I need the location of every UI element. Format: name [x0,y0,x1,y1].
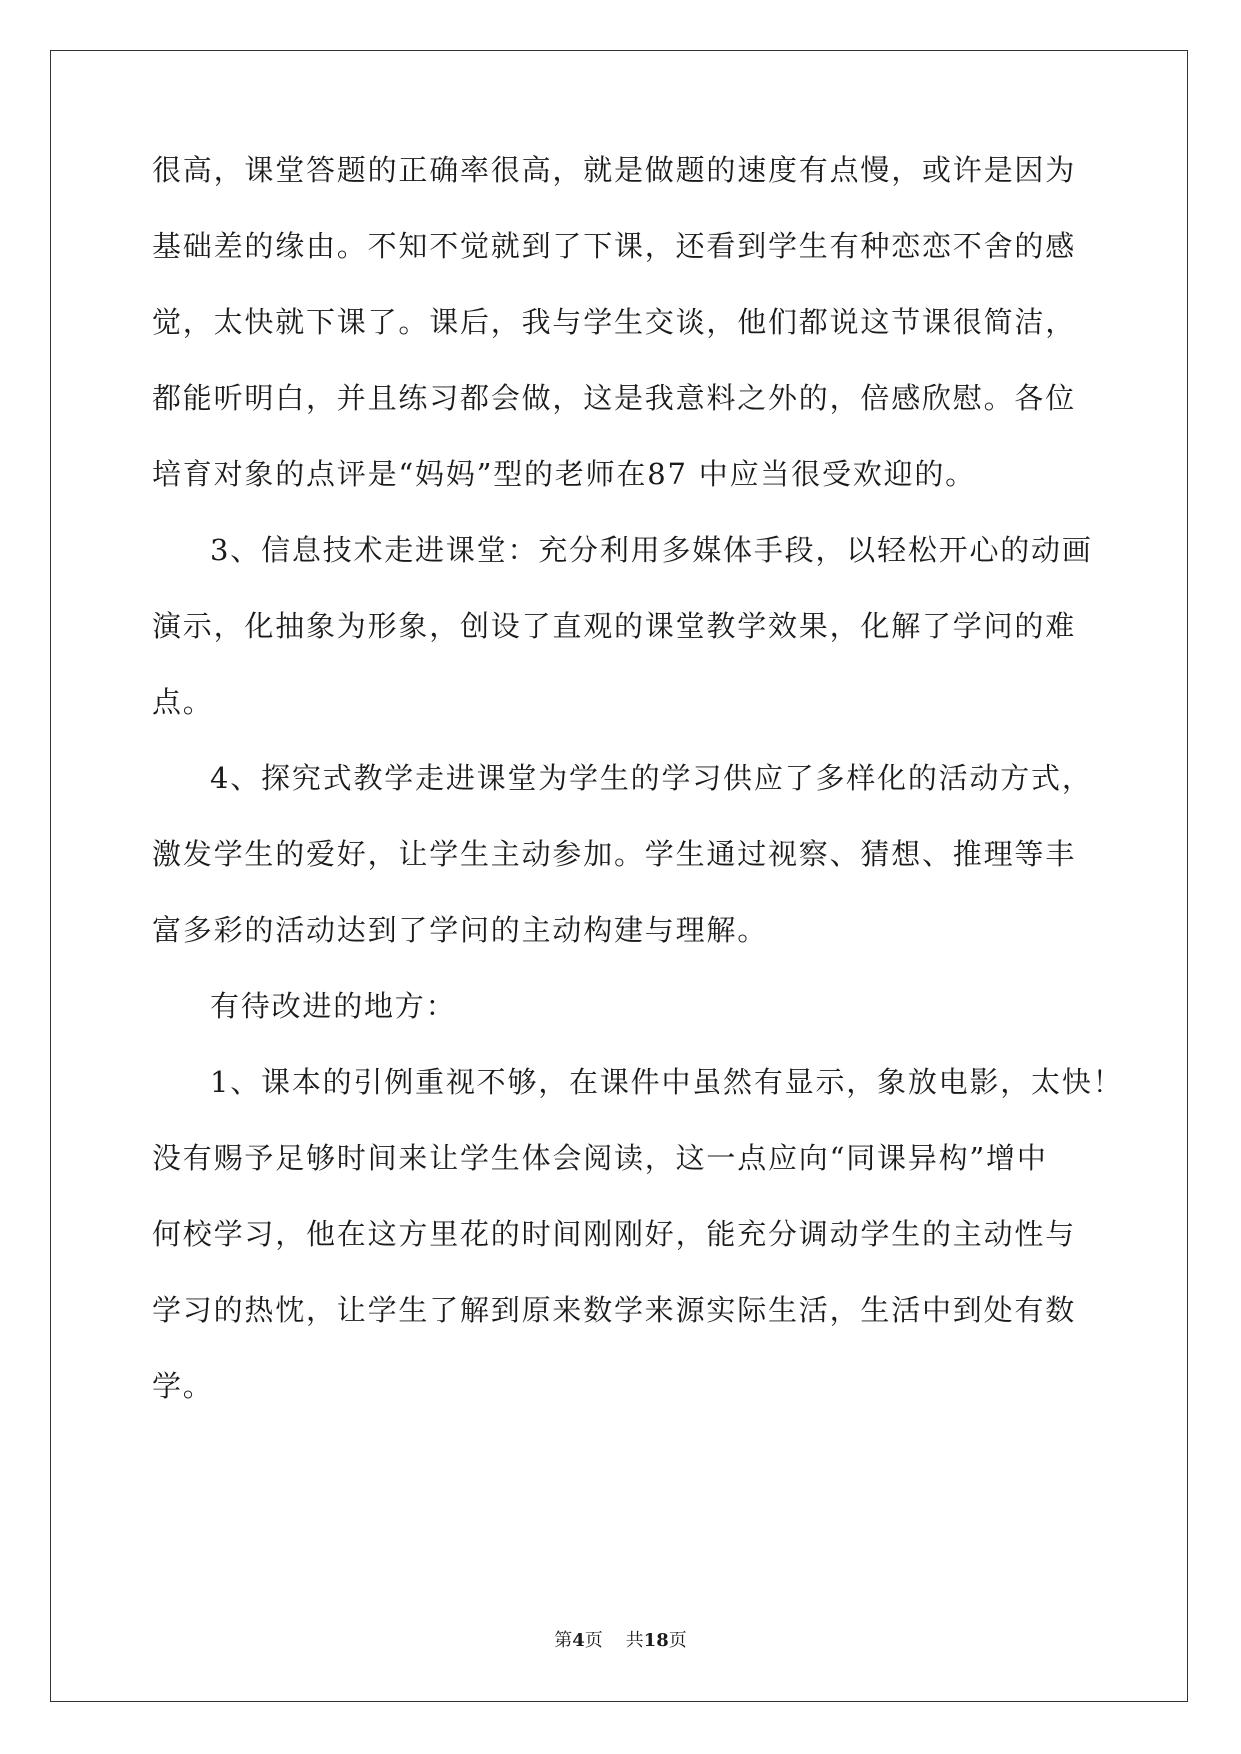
total-pages: 18 [643,1630,669,1651]
page-suffix: 页 [584,1630,603,1651]
body-text-line: 很高，课堂答题的正确率很高，就是做题的速度有点慢，或许是因为 [152,153,1077,187]
body-text-line: 学习的热忱，让学生了解到原来数学来源实际生活，生活中到处有数 [152,1293,1077,1327]
body-text-line: 激发学生的爱好，让学生主动参加。学生通过视察、猜想、推理等丰 [152,837,1077,871]
page-border [50,50,1188,1702]
body-text-line: 学。 [152,1369,214,1403]
body-text-line: 演示，化抽象为形象，创设了直观的课堂教学效果，化解了学问的难 [152,609,1077,643]
paragraph-first-line: 4、探究式教学走进课堂为学生的学习供应了多样化的活动方式， [210,761,1093,795]
body-text-line: 培育对象的点评是“妈妈”型的老师在87 中应当很受欢迎的。 [152,457,976,491]
total-prefix: 共 [625,1630,644,1651]
paragraph-first-line: 3、信息技术走进课堂：充分利用多媒体手段，以轻松开心的动画 [210,533,1093,567]
paragraph-first-line: 1、课本的引例重视不够，在课件中虽然有显示，象放电影，太快！ [210,1065,1124,1099]
total-suffix: 页 [668,1630,687,1651]
page-number: 4 [572,1630,585,1651]
body-text-line: 点。 [152,685,214,719]
page-footer [0,1626,1241,1652]
page-prefix: 第 [554,1630,573,1651]
body-text-line: 觉，太快就下课了。课后，我与学生交谈，他们都说这节课很简洁， [152,305,1077,339]
body-text-line: 没有赐予足够时间来让学生体会阅读，这一点应向“同课异构”增中 [152,1141,1048,1175]
body-text-line: 何校学习，他在这方里花的时间刚刚好，能充分调动学生的主动性与 [152,1217,1077,1251]
body-text-line: 富多彩的活动达到了学问的主动构建与理解。 [152,913,769,947]
body-text-line: 都能听明白，并且练习都会做，这是我意料之外的，倍感欣慰。各位 [152,381,1077,415]
section-heading: 有待改进的地方： [210,989,457,1023]
body-text-line: 基础差的缘由。不知不觉就到了下课，还看到学生有种恋恋不舍的感 [152,229,1077,263]
